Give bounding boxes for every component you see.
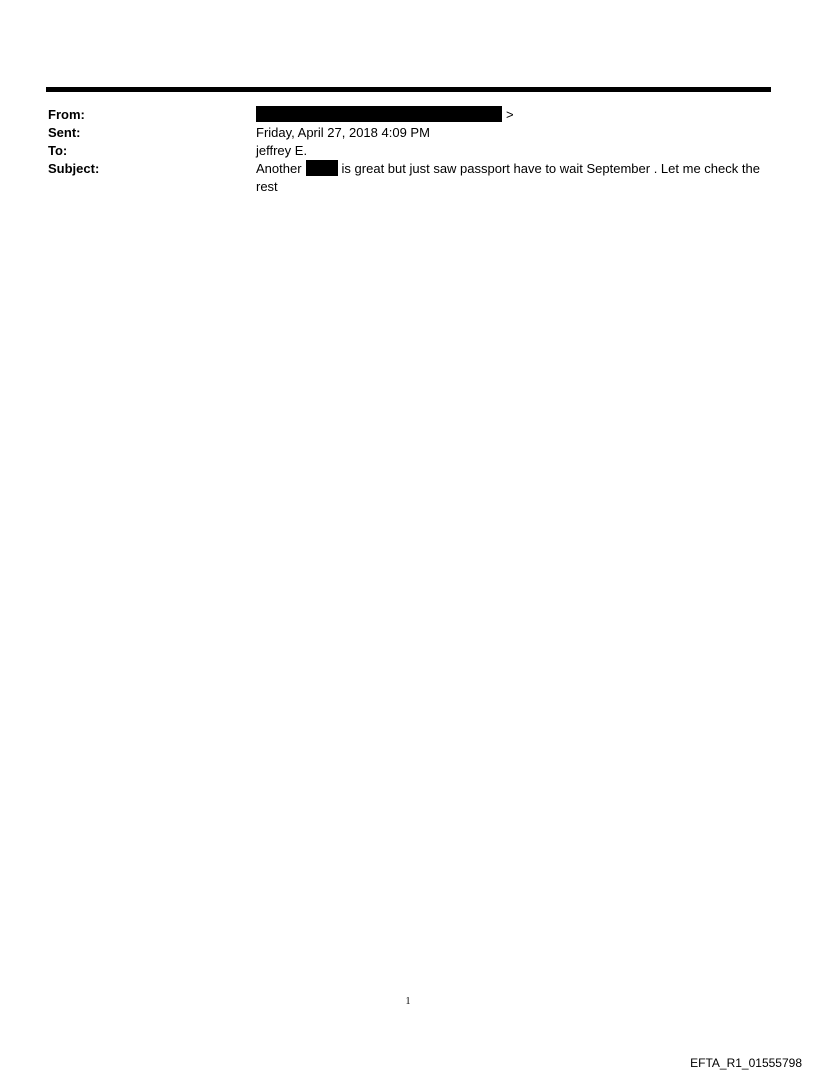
to-value: jeffrey E. bbox=[256, 143, 308, 158]
to-row bbox=[48, 142, 768, 160]
document-id: EFTA_R1_01555798 bbox=[690, 1056, 802, 1070]
subject-value bbox=[256, 160, 768, 196]
email-header bbox=[48, 106, 768, 196]
subject-label: Subject: bbox=[48, 161, 100, 176]
to-label: To: bbox=[48, 143, 68, 158]
from-value bbox=[256, 106, 768, 124]
from-row bbox=[48, 106, 768, 124]
subject-row bbox=[48, 160, 768, 196]
redaction-block bbox=[256, 106, 502, 122]
subject-value-after: is great but just saw passport have to wait September . Let me check the rest bbox=[256, 161, 760, 194]
redaction-block bbox=[306, 160, 338, 176]
sent-label: Sent: bbox=[48, 125, 81, 140]
from-label: From: bbox=[48, 107, 85, 122]
sent-value: Friday, April 27, 2018 4:09 PM bbox=[256, 125, 430, 140]
from-value-suffix: > bbox=[506, 107, 514, 122]
header-divider bbox=[46, 87, 771, 92]
sent-row bbox=[48, 124, 768, 142]
subject-value-before: Another bbox=[256, 161, 302, 176]
page-number: 1 bbox=[405, 996, 411, 1007]
